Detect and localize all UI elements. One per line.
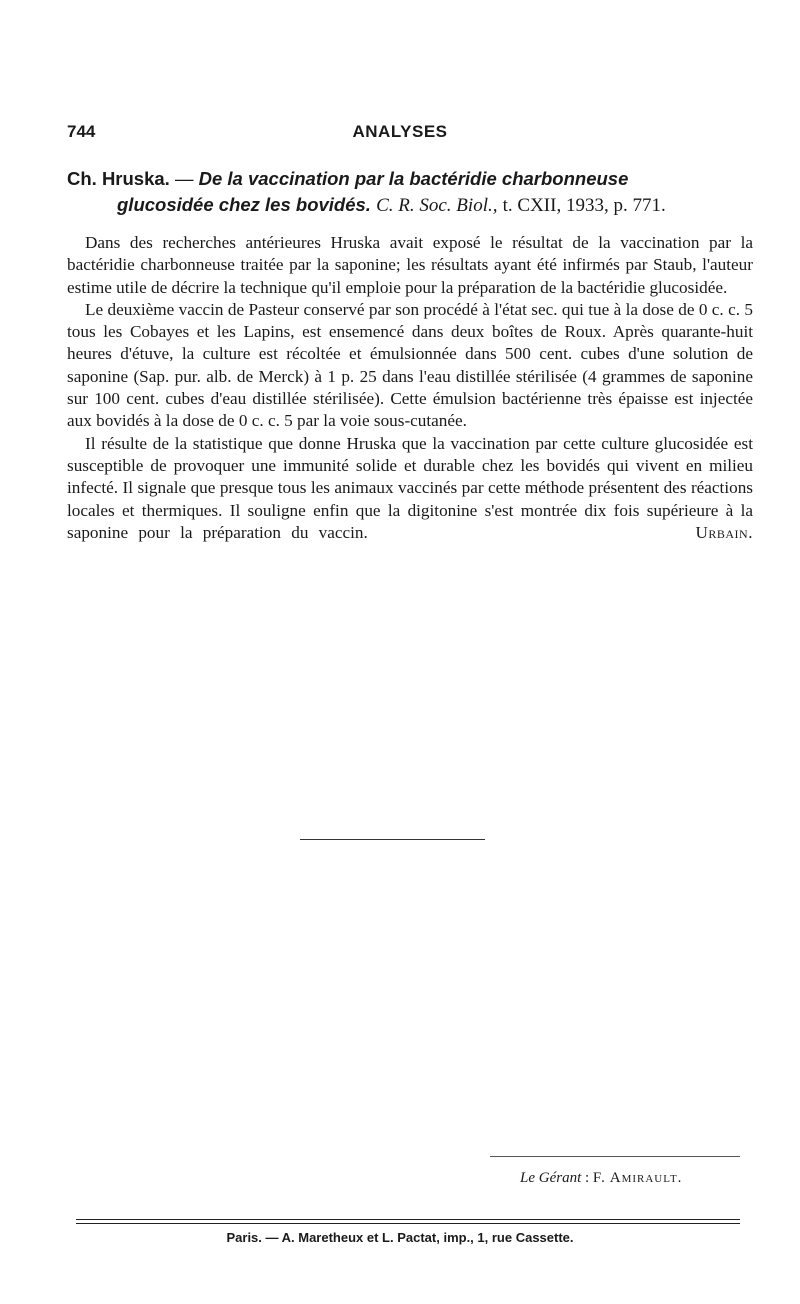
section-divider [300,839,485,840]
gerant-rule [490,1156,740,1157]
gerant-name: F. Amirault. [592,1170,683,1186]
reference-author: Ch. Hruska. [67,168,170,189]
page-number: 744 [67,122,96,141]
footer-rule [76,1219,740,1224]
paragraph-1: Dans des recherches antérieures Hruska avait exposé le résultat de la vaccination par la bactéridie charbonneuse traitée par la saponine; les résultats ayant été infirmés par Staub, l'auteur estime utile de décrire la technique qu'il emploie pour la préparation de la bactéridie glucosidée. [67,233,753,297]
reference-volume: t. CXII, 1933, p. 771. [502,195,666,216]
reference-dash: — [169,168,199,189]
paragraph-3-text: Il résulte de la statistique que donne Hruska que la vaccination par cette culture glucosidée est susceptible de provoquer une immunité solide et durable chez les bovidés qui vivent en milieu infecté. Il signale que presque tous les animaux vaccinés par cette méthode présentent des réactions locales et thermiques. Il souligne enfin que la digitonine s'est montrée dix fois supérieure à la saponine pour la préparation du vaccin. [67,433,753,542]
reference-journal: C. R. Soc. Biol., [376,195,498,216]
paragraph-3 [67,433,753,544]
running-head: ANALYSES [352,122,448,141]
paragraph-2: Le deuxième vaccin de Pasteur conservé par son procédé à l'état sec. qui tue à la dose de 0 c. c. 5 tous les Cobayes et les Lapins, est ensemencé dans deux boîtes de Roux. Après quarante-huit heures d'étuve, la culture est récoltée et émulsionnée dans 500 cent. cubes d'une solution de saponine (Sap. pur. alb. de Merck) à 1 p. 25 dans l'eau distillée stérilisée (4 grammes de saponine sur 100 cent. cubes d'eau distillée stérilisée). Cette émulsion bactérienne très épaisse est injectée aux bovidés à la dose de 0 c. c. 5 par la voie sous-cutanée. [67,299,753,431]
bibliographic-reference [67,166,757,219]
gerant-line [520,1170,682,1187]
printer-imprint: Paris. — A. Maretheux et L. Pactat, imp., 1, rue Cassette. [226,1230,574,1245]
gerant-label: Le Gérant [520,1170,582,1186]
abstract-signature: Urbain. [695,522,753,542]
reference-title-line2: glucosidée chez les bovidés. [117,194,371,215]
abstract-body [67,232,753,544]
reference-title-line1: De la vaccination par la bactéridie charbonneuse [198,168,629,189]
gerant-separator: : [581,1170,593,1186]
